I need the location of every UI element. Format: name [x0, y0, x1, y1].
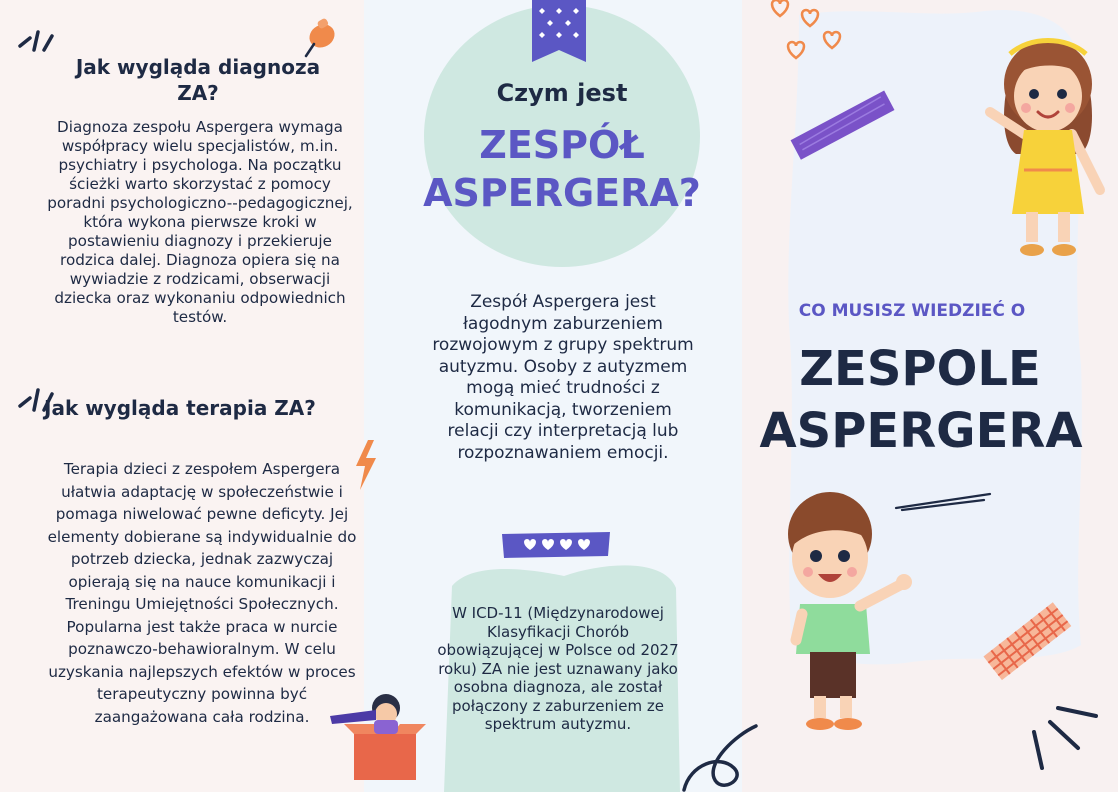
girl-illustration	[980, 14, 1112, 262]
scribble-icon	[680, 724, 760, 792]
tape-hearts-icon	[502, 532, 610, 558]
question-big-1: ZESPÓŁ	[479, 123, 645, 167]
diagnosis-title	[60, 54, 336, 106]
tape-icon	[790, 86, 896, 166]
burst-lines-icon	[1028, 702, 1100, 772]
hero-title-2: ASPERGERA	[759, 403, 1083, 459]
boy-illustration	[770, 484, 920, 734]
hero-title-1: ZESPOLE	[799, 341, 1041, 397]
hearts-icon	[766, 0, 848, 76]
diagnosis-title-text: Jak wygląda diagnoza ZA?	[75, 55, 321, 105]
question-big-2: ASPERGERA?	[423, 171, 701, 215]
therapy-title: Jak wygląda terapia ZA?	[44, 396, 316, 420]
therapy-text: Terapia dzieci z zespołem Aspergera ułatwia adaptację w społeczeństwie i pomaga niwelować pewne deficyty. Jej elementy dobierane są indywidualnie do potrzeb dziecka, jednak zazwyczaj opierają się na nauce komunikacji i Treningu Umiejętności Społecznych. Popularna jest także praca w nurcie poznawczo-behawioralnym. W celu uzyskania najlepszych efektów w proces terapeutyczny powinna być zaangażowana cała rodzina.	[47, 460, 357, 726]
diagnosis-text: Diagnoza zespołu Aspergera wymaga współpracy wielu specjalistów, m.in. psychiatry i psychologa. Na początku ścieżki warto skorzystać z pomocy poradni psychologiczno--pedagogicznej, która wykona pierwsze kroki w postawieniu diagnozy i przekieruje rodzica dalej. Diagnoza opiera się na wywiadzie z rodzicami, obserwacji dziecka oraz wykonaniu odpowiednich testów.	[47, 118, 353, 326]
ribbon-bookmark	[532, 0, 586, 62]
grid-tape-icon	[980, 596, 1076, 688]
burst-lines-icon	[16, 28, 56, 52]
icd-note-text: W ICD-11 (Międzynarodowej Klasyfikacji Chorób obowiązującej w Polsce od 2027 roku) ZA nie jest uznawany jako osobna diagnoza, ale został połączony z zaburzeniem ze spektrum autyzmu.	[437, 604, 679, 733]
hero-subtitle: CO MUSISZ WIEDZIEĆ O	[798, 301, 1026, 321]
question-small: Czym jest	[496, 79, 628, 107]
description-text: Zespół Aspergera jest łagodnym zaburzeniem rozwojowym z grupy spektrum autyzmu. Osoby z autyzmem mogą mieć trudności z komunikacją, tworzeniem relacji czy interpretacją lub rozpoznawaniem emocji.	[432, 292, 694, 463]
